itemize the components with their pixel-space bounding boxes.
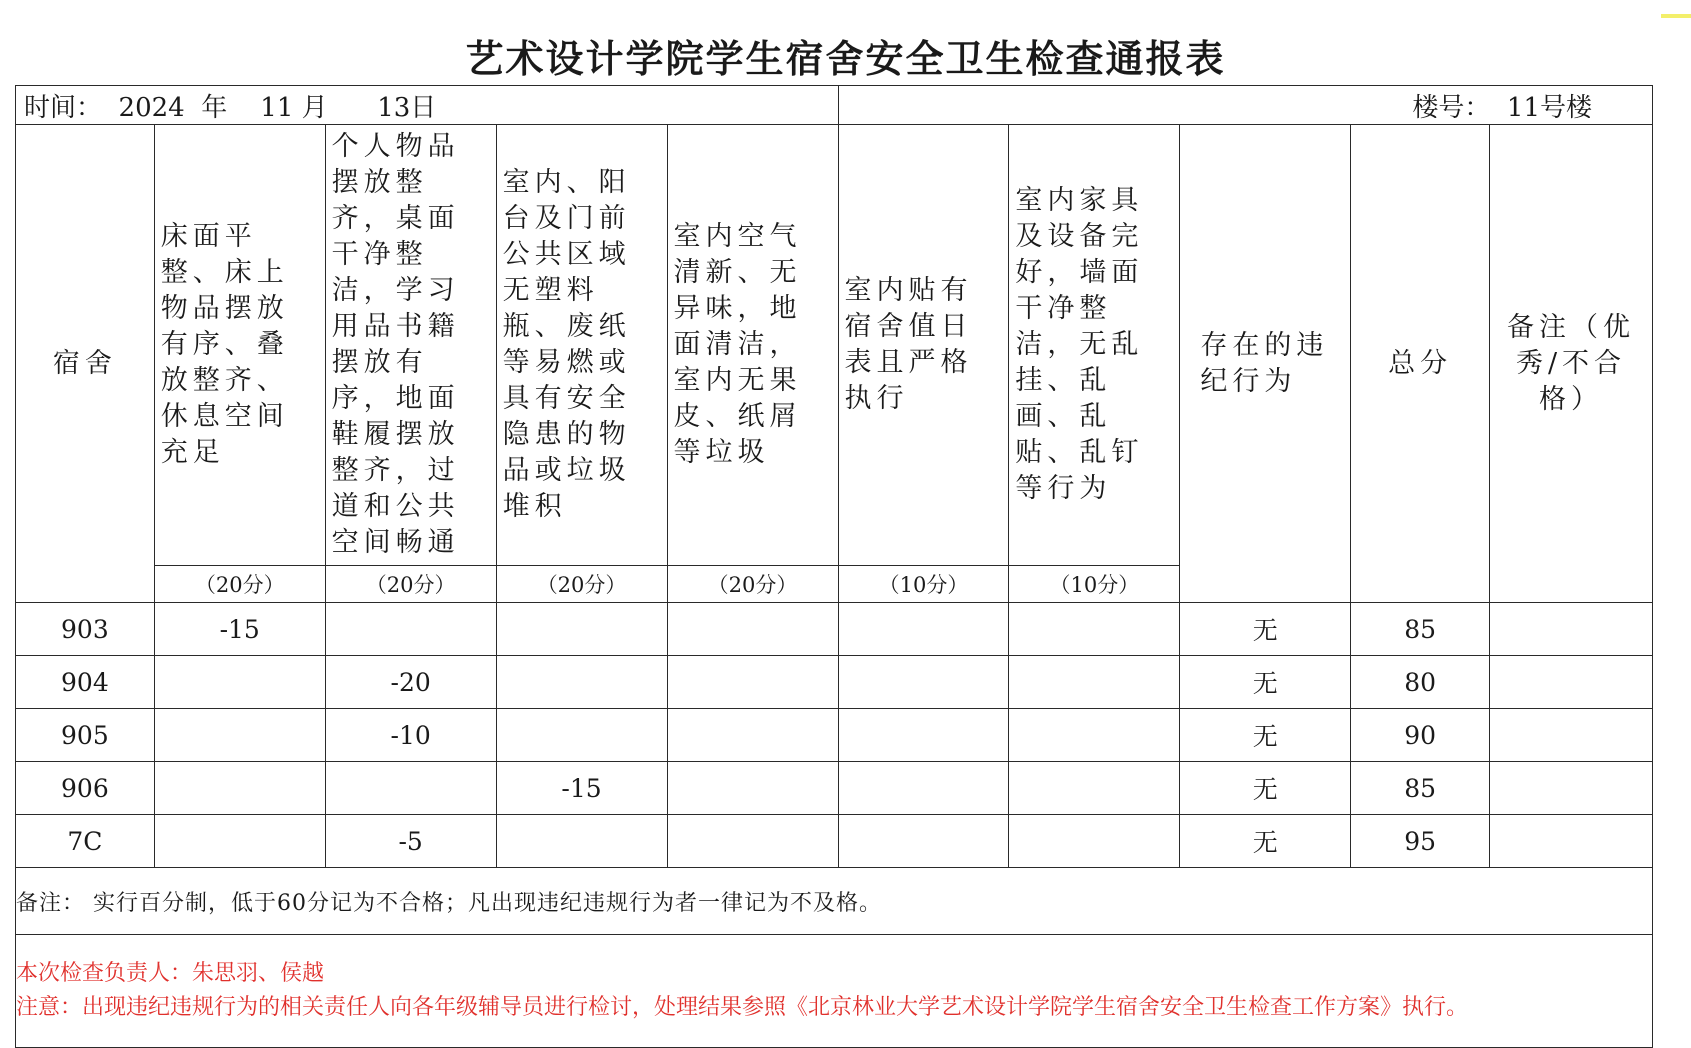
remark-cell bbox=[1490, 762, 1653, 815]
score-bed bbox=[154, 815, 325, 868]
score-air-floor bbox=[667, 762, 838, 815]
footer-notice bbox=[16, 935, 1653, 1048]
points-furniture-walls: （10分） bbox=[1009, 566, 1180, 603]
building-number: 楼号： 11号楼 bbox=[838, 86, 1653, 125]
score-bed: -15 bbox=[154, 603, 325, 656]
page-title: 艺术设计学院学生宿舍安全卫生检查通报表 bbox=[465, 36, 1226, 81]
score-bed bbox=[154, 709, 325, 762]
violation-cell: 无 bbox=[1180, 762, 1351, 815]
score-public-area bbox=[496, 815, 667, 868]
corner-highlight-mark bbox=[1661, 14, 1691, 18]
score-duty-roster bbox=[838, 815, 1009, 868]
score-furniture-walls bbox=[1009, 815, 1180, 868]
score-duty-roster bbox=[838, 603, 1009, 656]
score-duty-roster bbox=[838, 709, 1009, 762]
violation-header: 存在的违纪行为 bbox=[1180, 125, 1351, 603]
header-row bbox=[16, 125, 1653, 566]
score-furniture-walls bbox=[1009, 656, 1180, 709]
dorm-number: 905 bbox=[16, 709, 155, 762]
total-score: 85 bbox=[1351, 603, 1490, 656]
points-air-floor: （20分） bbox=[667, 566, 838, 603]
criterion-public-area: 室内、阳台及门前公共区域无塑料瓶、废纸等易燃或具有安全隐患的物品或垃圾堆积 bbox=[496, 125, 667, 566]
score-public-area bbox=[496, 656, 667, 709]
points-public-area: （20分） bbox=[496, 566, 667, 603]
remark-cell bbox=[1490, 709, 1653, 762]
criterion-furniture-walls: 室内家具及设备完好，墙面干净整洁，无乱挂、乱画、乱贴、乱钉等行为 bbox=[1009, 125, 1180, 566]
score-belongings: -10 bbox=[325, 709, 496, 762]
dorm-number: 7C bbox=[16, 815, 155, 868]
inspection-table bbox=[15, 85, 1653, 1048]
violation-cell: 无 bbox=[1180, 709, 1351, 762]
score-belongings: -5 bbox=[325, 815, 496, 868]
table-row bbox=[16, 656, 1653, 709]
criterion-duty-roster: 室内贴有宿舍值日表且严格执行 bbox=[838, 125, 1009, 566]
remark-cell bbox=[1490, 815, 1653, 868]
score-duty-roster bbox=[838, 656, 1009, 709]
dorm-number: 903 bbox=[16, 603, 155, 656]
table-row bbox=[16, 762, 1653, 815]
inspector-line: 本次检查负责人：朱思羽、侯越 bbox=[16, 961, 325, 986]
score-public-area bbox=[496, 603, 667, 656]
score-air-floor bbox=[667, 603, 838, 656]
scoring-note: 备注： 实行百分制，低于60分记为不合格；凡出现违纪违规行为者一律记为不及格。 bbox=[16, 868, 1653, 935]
score-air-floor bbox=[667, 709, 838, 762]
footer-row bbox=[16, 935, 1653, 1048]
score-belongings bbox=[325, 762, 496, 815]
violation-cell: 无 bbox=[1180, 815, 1351, 868]
table-row bbox=[16, 815, 1653, 868]
score-duty-roster bbox=[838, 762, 1009, 815]
info-row bbox=[16, 86, 1653, 125]
dorm-number: 906 bbox=[16, 762, 155, 815]
table-row bbox=[16, 603, 1653, 656]
notice-line: 注意：出现违纪违规行为的相关责任人向各年级辅导员进行检讨，处理结果参照《北京林业大学艺术设计学院学生宿舍安全卫生检查工作方案》执行。 bbox=[16, 995, 1469, 1020]
dorm-number: 904 bbox=[16, 656, 155, 709]
remark-header: 备注（优秀/不合格） bbox=[1490, 125, 1653, 603]
score-public-area: -15 bbox=[496, 762, 667, 815]
criterion-belongings: 个人物品摆放整齐，桌面干净整洁，学习用品书籍摆放有序，地面鞋履摆放整齐，过道和公共空间畅通 bbox=[325, 125, 496, 566]
remark-cell bbox=[1490, 656, 1653, 709]
score-furniture-walls bbox=[1009, 709, 1180, 762]
score-bed bbox=[154, 656, 325, 709]
score-furniture-walls bbox=[1009, 603, 1180, 656]
score-furniture-walls bbox=[1009, 762, 1180, 815]
total-score: 95 bbox=[1351, 815, 1490, 868]
score-air-floor bbox=[667, 815, 838, 868]
score-bed bbox=[154, 762, 325, 815]
score-public-area bbox=[496, 709, 667, 762]
table-row bbox=[16, 709, 1653, 762]
points-duty-roster: （10分） bbox=[838, 566, 1009, 603]
inspection-date: 时间： 2024 年 11 月 13日 bbox=[16, 86, 839, 125]
total-header: 总分 bbox=[1351, 125, 1490, 603]
points-belongings: （20分） bbox=[325, 566, 496, 603]
score-belongings bbox=[325, 603, 496, 656]
score-belongings: -20 bbox=[325, 656, 496, 709]
remark-cell bbox=[1490, 603, 1653, 656]
score-air-floor bbox=[667, 656, 838, 709]
criterion-bed: 床面平整、床上物品摆放有序、叠放整齐、休息空间充足 bbox=[154, 125, 325, 566]
points-bed: （20分） bbox=[154, 566, 325, 603]
dorm-header: 宿舍 bbox=[16, 125, 155, 603]
criterion-air-floor: 室内空气清新、无异味，地面清洁，室内无果皮、纸屑等垃圾 bbox=[667, 125, 838, 566]
total-score: 80 bbox=[1351, 656, 1490, 709]
violation-cell: 无 bbox=[1180, 603, 1351, 656]
violation-cell: 无 bbox=[1180, 656, 1351, 709]
note-row bbox=[16, 868, 1653, 935]
total-score: 90 bbox=[1351, 709, 1490, 762]
total-score: 85 bbox=[1351, 762, 1490, 815]
